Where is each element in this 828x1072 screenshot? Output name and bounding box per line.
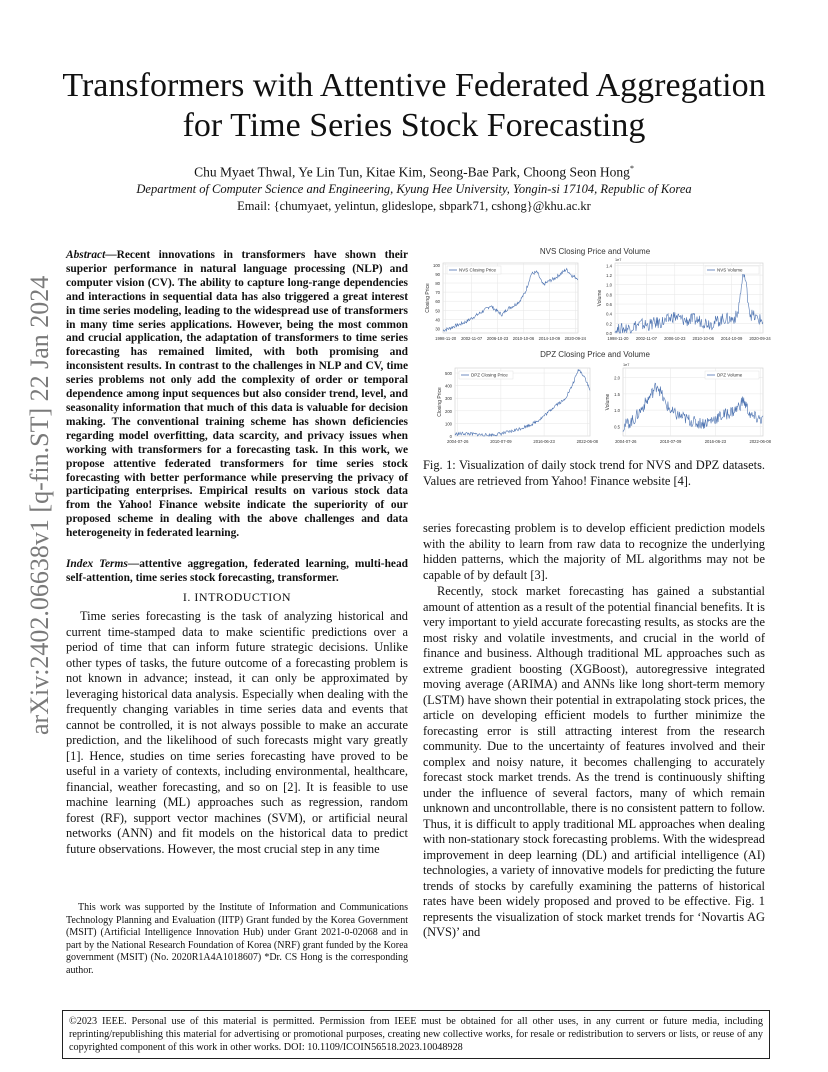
y-tick-label: 0.8 (606, 292, 612, 298)
y-tick-label: 0 (449, 434, 452, 439)
x-tick-label: 2010-10-06 (692, 336, 714, 341)
scale-label: 1e7 (623, 363, 630, 367)
y-tick-label: 0.6 (606, 302, 612, 308)
index-terms-text: —attentive aggregation, federated learning, multi-head self-attention, time series stock forecasting, transformer. (66, 558, 408, 584)
y-tick-label: 2.0 (614, 375, 620, 381)
y-tick-label: 1.0 (614, 408, 620, 414)
x-tick-label: 2020-09-24 (564, 336, 587, 341)
y-axis-label: Closing Price (437, 387, 443, 417)
paper-title: Transformers with Attentive Federated Aggregation for Time Series Stock Forecasting (62, 67, 766, 144)
y-tick-label: 1.5 (614, 391, 620, 397)
nvs-price-chart (425, 263, 587, 341)
figure-1 (423, 244, 771, 454)
author-list (60, 164, 768, 181)
legend-label: DPZ Volume (717, 372, 743, 378)
index-terms (66, 558, 408, 586)
corresponding-author-mark: * (629, 164, 634, 173)
arxiv-stamp (8, 265, 63, 735)
y-tick-label: 1.0 (606, 282, 612, 288)
scale-label: 1e7 (615, 258, 622, 262)
author-emails: Email: {chumyaet, yelintun, glideslope, sbpark71, cshong}@khu.ac.kr (237, 199, 591, 213)
right-paragraph-1 (423, 521, 765, 583)
abstract (66, 249, 408, 541)
x-tick-label: 2016-06-23 (704, 439, 727, 444)
legend-label: NVS Volume (717, 267, 743, 273)
intro-paragraph (66, 609, 408, 857)
x-tick-label: 2022-06-08 (749, 439, 771, 444)
y-tick-label: 30 (435, 326, 440, 332)
y-tick-label: 90 (435, 271, 440, 277)
y-axis-label: Volume (597, 289, 603, 307)
chart-title-dpz: DPZ Closing Price and Volume (540, 350, 650, 359)
y-tick-label: 300 (445, 396, 452, 402)
legend-label: NVS Closing Price (459, 267, 497, 273)
x-tick-label: 2014-10-09 (720, 336, 743, 341)
right-paragraph-2 (423, 584, 765, 941)
x-tick-label: 2022-06-08 (576, 439, 599, 444)
x-tick-label: 2020-09-24 (749, 336, 771, 341)
y-axis-label: Closing Price (425, 283, 431, 313)
y-tick-label: 0.0 (606, 331, 612, 336)
x-tick-label: 2002-11-07 (461, 336, 483, 341)
funding-footnote: This work was supported by the Institute of Information and Communications Technology Planning and Evaluation (IITP) Grant funded by the Korea Government (MSIT) (Artificial Intelligence Innovation Hub) under Grant 2021-0-02068 and in part by the National Research Foundation of Korea (NRF) grant funded by the Korea government (MSIT) (No. 2020R1A4A1018607) *Dr. CS Hong is the corresponding author. (66, 902, 408, 976)
arxiv-stamp-text: arXiv:2402.06638v1 [q-fin.ST] 22 Jan 2024 (25, 275, 54, 735)
y-tick-label: 0.5 (614, 424, 620, 430)
x-tick-label: 2010-07-09 (659, 439, 682, 444)
dpz-volume-chart (605, 363, 772, 444)
abstract-text: —Recent innovations in transformers have shown their superior performance in natural language processing (NLP) and computer vision (CV). The ability to capture long-range dependencies and interactions in sequential data has also triggered a great interest in time series modeling, leading to the widespread use of transformers in many time series applications. However, being the most common and crucial application, the adaptation of transformers to time series forecasting has remained limited, with both promising and inconsistent results. In contrast to the challenges in NLP and CV, time series problems not only add the complexity of order or temporal dependence among input sequences but also consider trend, level, and seasonality information that much of this data is valuable for decision making. The conventional training scheme has shown deficiencies regarding model overfitting, data scarcity, and privacy issues when working with transformers for a forecasting task. In this work, we propose attentive federated transformers for time series stock forecasting with better performance while preserving the privacy of participating enterprises. Empirical results on various stock data from the Yahoo! Finance website indicate the superiority of our proposed scheme in dealing with the above challenges and data heterogeneity in federated learning. (66, 249, 408, 540)
index-terms-lead: Index Terms (66, 558, 128, 570)
y-tick-label: 0.2 (606, 321, 612, 327)
figure-caption: Fig. 1: Visualization of daily stock trend for NVS and DPZ datasets. Values are retrieved from Yahoo! Finance website [4]. (423, 458, 765, 488)
y-axis-label: Volume (605, 393, 611, 411)
y-tick-label: 80 (435, 281, 440, 286)
x-tick-label: 2002-11-07 (635, 336, 657, 341)
y-tick-label: 1.4 (606, 263, 612, 269)
x-tick-label: 2014-10-09 (538, 336, 561, 341)
y-tick-label: 1.2 (606, 273, 612, 279)
y-tick-label: 60 (435, 299, 440, 305)
y-tick-label: 70 (435, 290, 440, 296)
author-names: Chu Myaet Thwal, Ye Lin Tun, Kitae Kim, Seong-Bae Park, Choong Seon Hong (194, 164, 630, 180)
y-tick-label: 0.4 (606, 311, 612, 317)
x-tick-label: 2006-10-23 (664, 336, 686, 341)
copyright-notice: ©2023 IEEE. Personal use of this material is permitted. Permission from IEEE must be obtained for all other uses, in any current or future media, including reprinting/republishing this material for advertising or promotional purposes, creating new collective works, for resale or redistribution to servers or lists, or reuse of any copyrighted component of this work in other works. DOI: 10.1109/ICOIN56518.2023.10048928 (62, 1010, 770, 1059)
x-tick-label: 2010-07-09 (490, 439, 512, 444)
figure-title-top (540, 247, 651, 256)
x-tick-label: 2006-10-23 (486, 336, 509, 341)
figure-title-bottom (540, 350, 650, 359)
dpz-price-chart (437, 368, 599, 444)
y-tick-label: 500 (445, 371, 452, 377)
chart-title-nvs: NVS Closing Price and Volume (539, 247, 651, 256)
y-tick-label: 200 (445, 408, 452, 414)
y-tick-label: 40 (435, 317, 440, 323)
right-paragraph-1-text: series forecasting problem is to develop efficient prediction models with the ability to learn from raw data to recognize the underlying hidden patterns, which the majority of ML algorithms may not be capable of by default [3]. (423, 521, 765, 582)
legend-label: DPZ Closing Price (471, 372, 508, 378)
y-tick-label: 100 (433, 262, 440, 268)
x-tick-label: 2016-06-23 (533, 439, 555, 444)
nvs-volume-chart (597, 258, 771, 341)
x-tick-label: 2004-07-26 (446, 439, 469, 444)
section-heading: I. INTRODUCTION (182, 590, 292, 604)
abstract-lead: Abstract (66, 249, 106, 261)
x-tick-label: 2010-10-06 (512, 336, 535, 341)
intro-text: Time series forecasting is the task of analyzing historical and current time-stamped data to make scientific predictions over a period of time that can inform future strategic decisions. Unlike other types of tasks, the future outcome of a forecasting problem is not known in advance; instead, it can only be approximated by leveraging historical data analysis. Especially when dealing with the frequently changing variables in time series data and events that cannot be controlled, it is not always possible to make an accurate prediction, and the likelihood of such forecasts might vary greatly [1]. Hence, studies on time series forecasting have proved to be useful in a variety of contexts, including environmental, healthcare, financial, weather forecasting, and so on [2]. It is feasible to use machine learning (ML) approaches such as regression, random forest (RF), support vector machines (SVM), or artificial neural networks (ANN) and fit models on the historical data to predict future observations. However, the most crucial step in any time (66, 609, 408, 856)
x-tick-label: 1998-11-20 (435, 336, 457, 341)
x-tick-label: 1998-11-20 (607, 336, 629, 341)
right-paragraph-2-text: Recently, stock market forecasting has gained a substantial amount of attention as a result of the potential financial benefits. It is very important to yield accurate forecasting results, as stocks are the most risky and volatile investments, and crucial in the world of finance and business. Although traditional ML approaches such as extreme gradient boosting (XGBoost), autoregressive integrated moving average (ARIMA) and ANNs like long short-term memory (LSTM) have shown their potential in extrapolating stock prices, the article on developing efficient models to further minimize the forecasting error is still attracting interest from the research community. Due to the uncertainty of features involved and their complex and noisy nature, it becomes challenging to accurately forecast stock market trends. As the trend is continuously shifting under the influence of several factors, many of which remain unknown and uncontrollable, there is no consistent pattern to follow. Thus, it is difficult to apply traditional ML approaches when dealing with non-stationary stock forecasting problems. With the widespread improvement in deep learning (DL) and artificial intelligence (AI) technologies, a variety of innovative models for predicting the future trends of stocks by carefully examining the patterns of historical rates have been widely proposed and proved to be effective. Fig. 1 represents the visualization of stock market trends for ‘Novartis AG (NVS)’ and (423, 584, 765, 939)
affiliation: Department of Computer Science and Engineering, Kyung Hee University, Yongin-si 17104, Republic of Korea (136, 182, 692, 196)
y-tick-label: 400 (445, 383, 452, 389)
y-tick-label: 50 (435, 308, 440, 314)
x-tick-label: 2004-07-26 (615, 439, 637, 444)
y-tick-label: 100 (445, 421, 452, 427)
